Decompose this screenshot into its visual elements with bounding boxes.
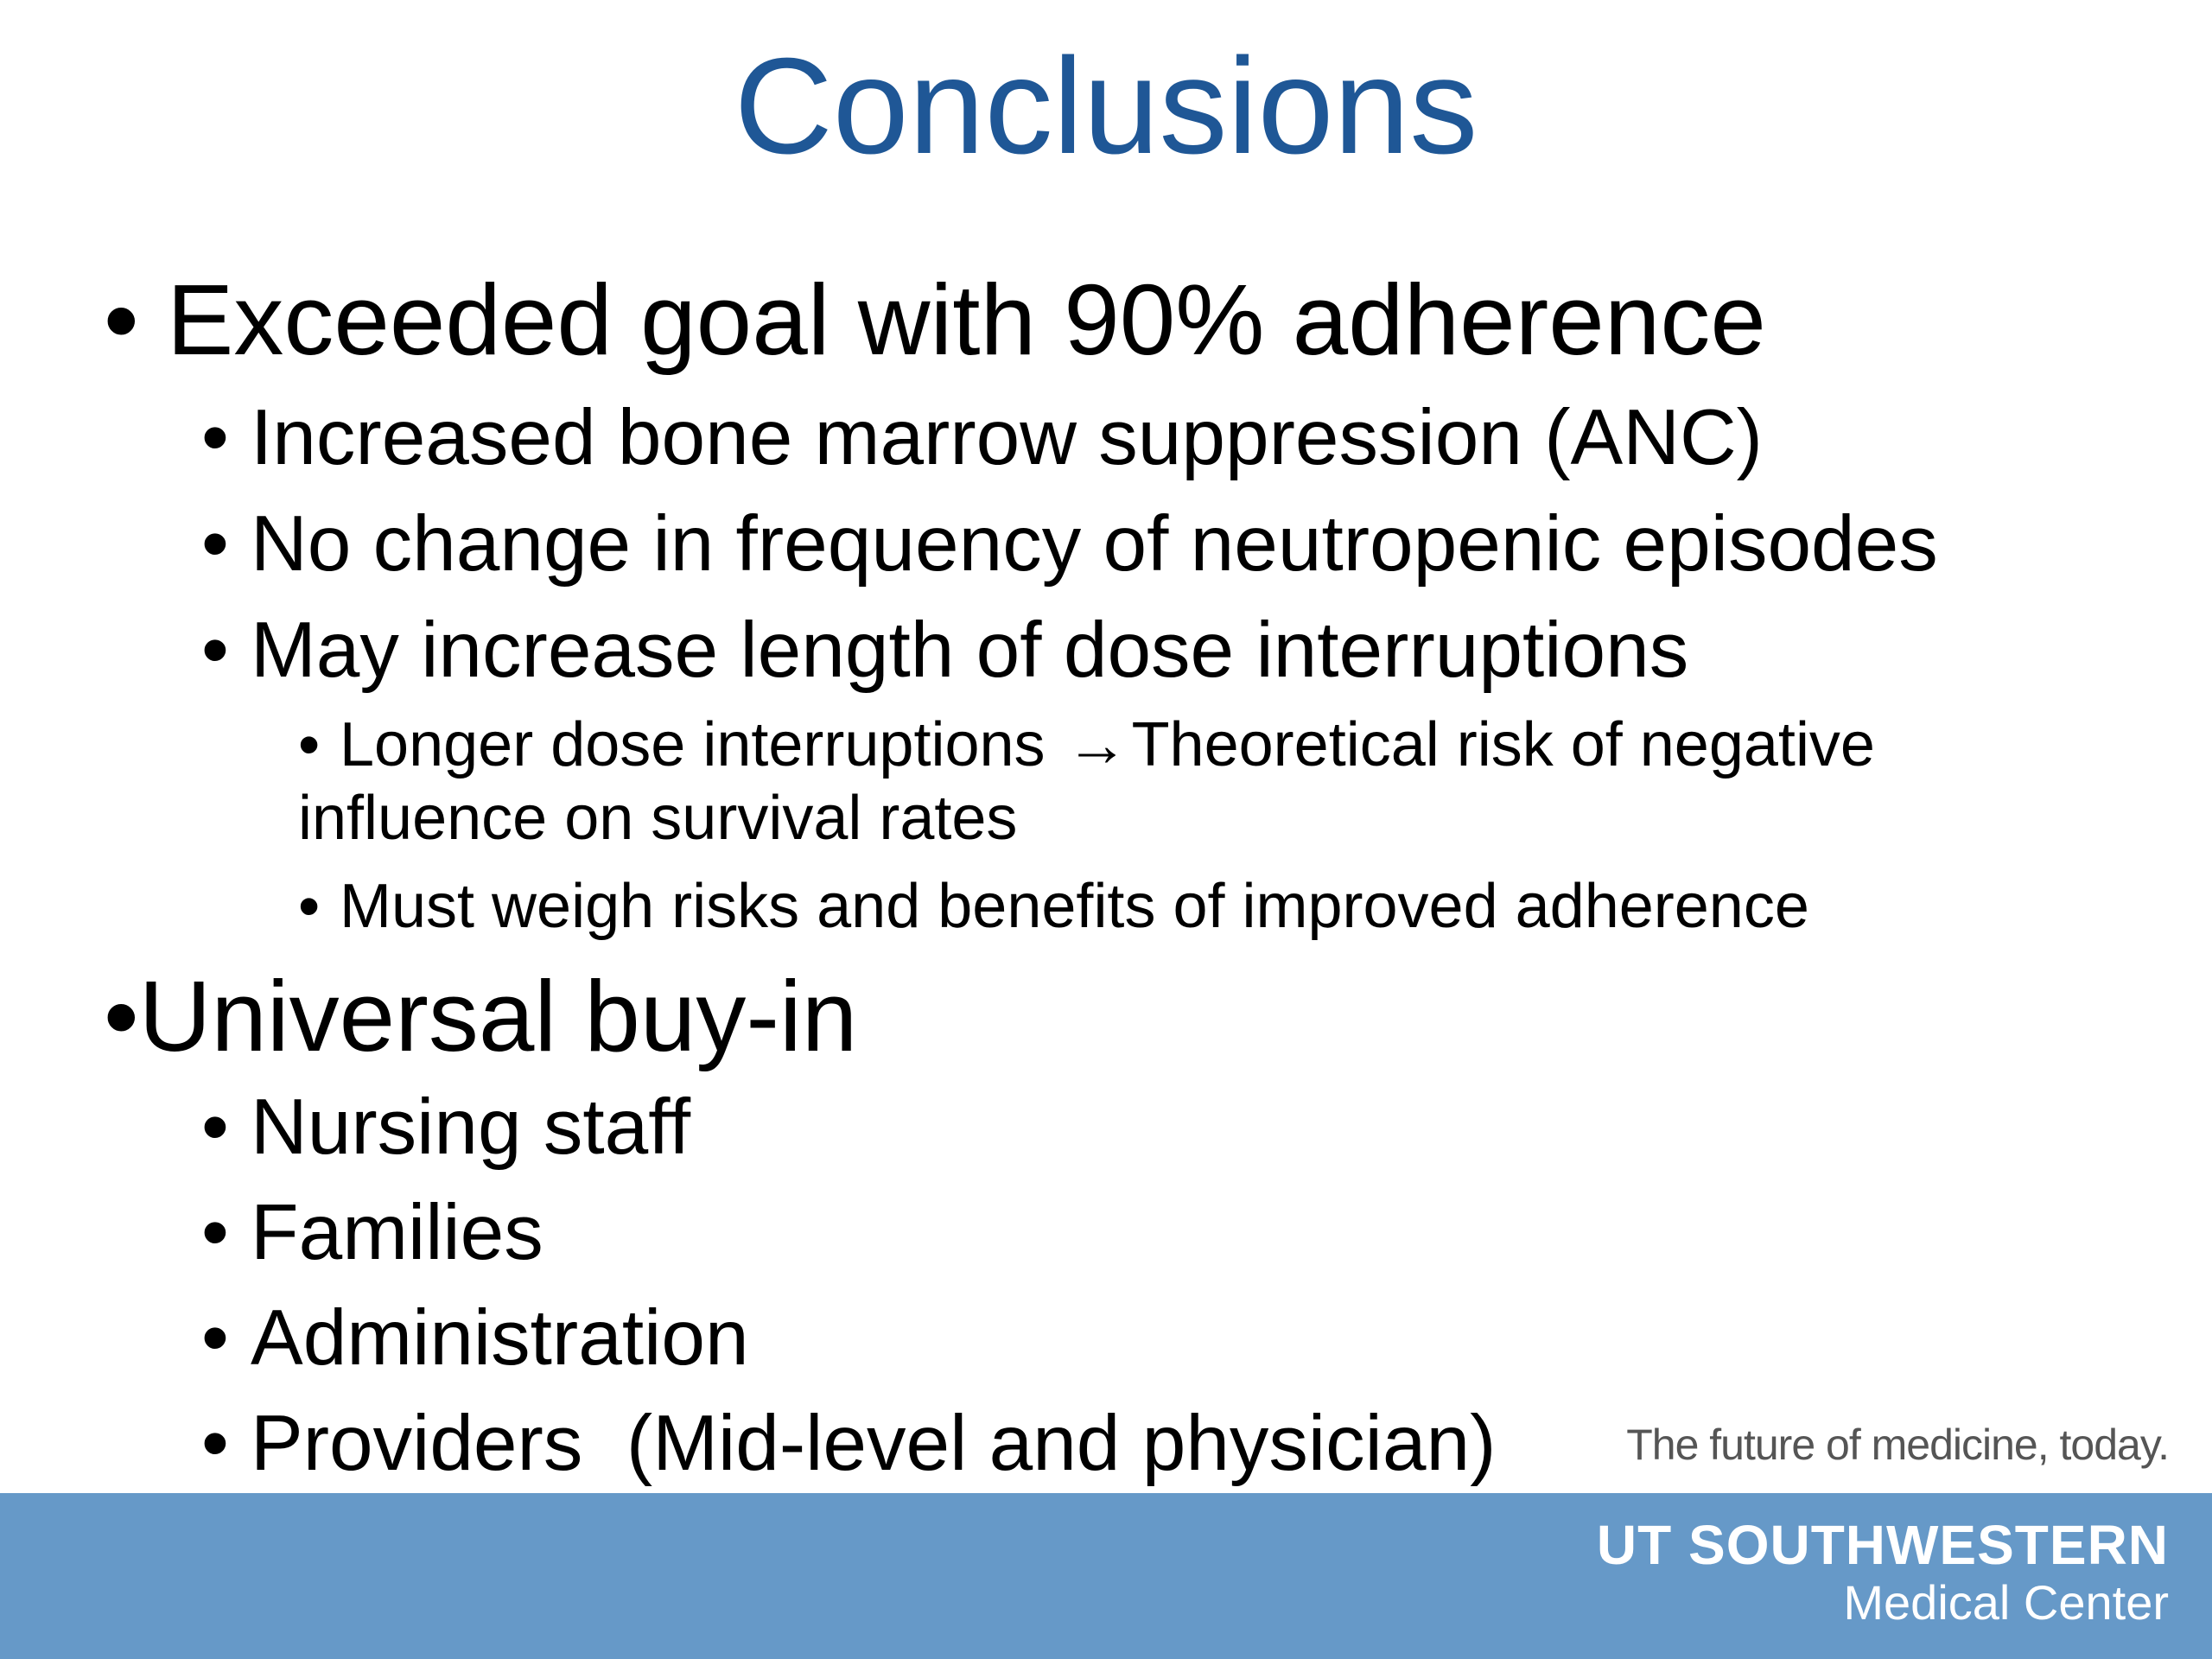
bullet-text: Universal buy-in bbox=[138, 960, 858, 1072]
bullet-marker: • bbox=[201, 1189, 229, 1276]
bullet-marker: • bbox=[201, 607, 229, 694]
sub-sub-bullet-wrap bbox=[298, 782, 1017, 855]
logo-sub-text: Medical Center bbox=[1843, 1575, 2169, 1630]
sub-bullet-nursing-staff bbox=[201, 1083, 690, 1173]
sub-bullet-dose-interruptions bbox=[201, 606, 1688, 696]
bullet-text: Nursing staff bbox=[251, 1084, 691, 1171]
bullet-universal-buy-in bbox=[104, 960, 857, 1072]
sub-bullet-families bbox=[201, 1188, 543, 1278]
bullet-marker: • bbox=[298, 710, 321, 779]
bullet-marker: • bbox=[104, 264, 139, 376]
bullet-text: Must weigh risks and benefits of improved adherence bbox=[340, 872, 1809, 941]
sub-sub-bullet-longer-interruptions bbox=[298, 709, 1875, 781]
ut-southwestern-logo bbox=[1597, 1514, 2169, 1630]
sub-bullet-providers bbox=[201, 1399, 1496, 1489]
bullet-text: Increased bone marrow suppression (ANC) bbox=[251, 394, 1763, 481]
sub-bullet-neutropenic bbox=[201, 499, 1938, 589]
slide-title: Conclusions bbox=[734, 30, 1478, 182]
bullet-text: Families bbox=[251, 1189, 543, 1276]
bullet-marker: • bbox=[201, 1400, 229, 1487]
arrow-right-icon: → bbox=[1065, 710, 1128, 779]
bullet-marker: • bbox=[104, 960, 139, 1072]
bullet-text: May increase length of dose interruptions bbox=[251, 607, 1689, 694]
bullet-marker: • bbox=[201, 394, 229, 481]
bullet-text: Exceeded goal with 90% adherence bbox=[167, 264, 1766, 376]
bullet-marker: • bbox=[201, 1084, 229, 1171]
footer-tagline: The future of medicine, today. bbox=[1626, 1421, 2169, 1469]
bullet-text: Providers (Mid-level and physician) bbox=[251, 1400, 1497, 1487]
bullet-marker: • bbox=[201, 500, 229, 588]
bullet-text: Administration bbox=[251, 1294, 749, 1382]
bullet-exceeded-goal bbox=[104, 264, 1766, 376]
sub-bullet-bone-marrow bbox=[201, 393, 1763, 483]
sub-bullet-administration bbox=[201, 1294, 749, 1383]
sub-sub-bullet-weigh-risks bbox=[298, 870, 1809, 943]
logo-main-text: UT SOUTHWESTERN bbox=[1596, 1514, 2169, 1576]
bullet-text-continued: Theoretical risk of negative bbox=[1131, 710, 1875, 779]
bullet-text: Longer dose interruptions bbox=[340, 710, 1046, 779]
bullet-text-wrap: influence on survival rates bbox=[298, 784, 1018, 853]
bullet-marker: • bbox=[298, 872, 321, 941]
bullet-marker: • bbox=[201, 1294, 229, 1382]
bullet-text: No change in frequency of neutropenic episodes bbox=[251, 500, 1938, 588]
